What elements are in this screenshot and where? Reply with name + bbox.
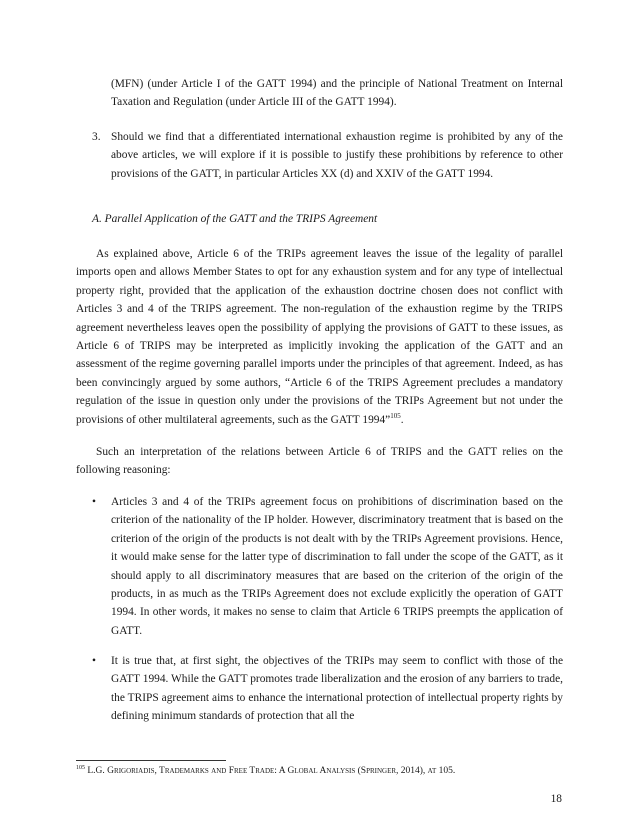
footnote-separator [76, 760, 226, 761]
bullet-marker-2: • [92, 655, 96, 667]
body-paragraph-1 [76, 245, 563, 429]
page-number: 18 [550, 793, 562, 805]
continued-paragraph: (MFN) (under Article I of the GATT 1994) and the principle of National Treatment on Internal Taxation and Regulation (under Article III of the GATT 1994). [111, 78, 563, 109]
footnote-text: L.G. Grigoriadis, Trademarks and Free Trade: A Global Analysis (Springer, 2014), at 105. [87, 766, 456, 776]
footnote-number: 105 [76, 764, 85, 771]
list-item-3-text: Should we find that a differentiated international exhaustion regime is prohibited by any of the above articles, we will explore if it is possible to justify these prohibitions by reference to other provisions of the GATT, in particular Articles XX (d) and XXIV of the GATT 1994. [111, 131, 563, 180]
body-paragraph-1-text: As explained above, Article 6 of the TRIPs agreement leaves the issue of the legality of parallel imports open and allows Member States to opt for any exhaustion system and for any type of intellectual property right, provided that the application of the exhaustion doctrine chosen does not conflict with Articles 3 and 4 of the TRIPS agreement. The non-regulation of the exhaustion regime by the TRIPS agreement nevertheless leaves open the possibility of applying the provisions of GATT to these issues, as Article 6 of TRIPS may be interpreted as implicitly invoking the application of the GATT and an assessment of the regime governing parallel imports under the principles of that agreement. Indeed, as has been convincingly argued by some authors, “Article 6 of the TRIPS Agreement precludes a mandatory regulation of the issue in question only under the provisions of the TRIPs Agreement but not under the provisions of other multilateral agreements, such as the GATT 1994” [76, 248, 563, 426]
bullet-item-1: Articles 3 and 4 of the TRIPs agreement focus on prohibitions of discrimination based on the criterion of the nationality of the IP holder. However, discriminatory treatment that is based on the criterion of the origin of the products is not dealt with by the TRIPs Agreement provisions. Hence, it would make sense for the latter type of discrimination to fall under the scope of the GATT, as it should apply to all discriminatory measures that are based on the criterion of the origin of the products, in as much as the TRIPs Agreement does not exclude explicitly the operation of GATT 1994. In other words, it makes no sense to claim that Article 6 TRIPS preempts the application of GATT. [111, 496, 563, 637]
bullet-marker-1: • [92, 496, 96, 508]
footnote-105 [76, 764, 455, 778]
footnote-ref-105[interactable]: 105 [390, 411, 401, 420]
list-number-3: 3. [92, 131, 101, 143]
section-heading: A. Parallel Application of the GATT and the TRIPS Agreement [92, 213, 378, 225]
body-paragraph-2: Such an interpretation of the relations between Article 6 of TRIPS and the GATT relies on the following reasoning: [76, 446, 563, 477]
bullet-item-2: It is true that, at first sight, the objectives of the TRIPs may seem to conflict with those of the GATT 1994. While the GATT promotes trade liberalization and the erosion of any barriers to trade, the TRIPS agreement aims to enhance the international protection of intellectual property rights by defining minimum standards of protection that all the [111, 655, 564, 723]
period: . [400, 413, 404, 426]
